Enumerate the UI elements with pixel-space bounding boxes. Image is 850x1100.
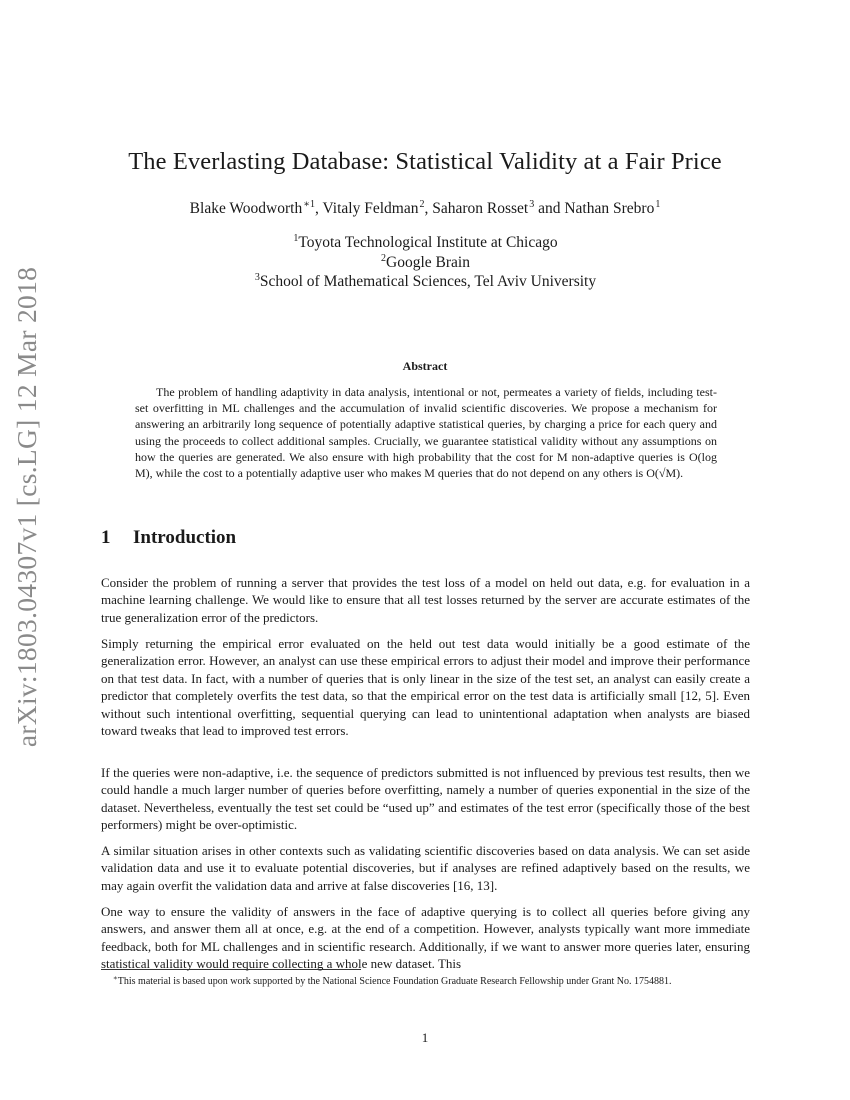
affiliation-mark: 2 — [381, 253, 387, 264]
author-name: Vitaly Feldman — [322, 200, 419, 217]
body-paragraph: Consider the problem of running a server that provides the test loss of a model on held out data, e.g. for evaluation in a machine learning challenge. We would like to ensure that all test losses returned by the server are accurate estimates of the true generalization error of the predictors. — [101, 575, 750, 625]
section-number: 1 — [101, 527, 111, 548]
section-title: Introduction — [133, 527, 237, 548]
section-heading — [101, 527, 236, 549]
author-mark: ∗1 — [303, 199, 316, 210]
author-mark: 1 — [655, 199, 661, 210]
body-paragraph: Simply returning the empirical error evaluated on the held out test data would initially be a good estimate of the generalization error. However, an analyst can use these empirical errors to adjust their model and improve their performance on that test data. In fact, with a number of queries that is only linear in the size of the test set, an analyst can easily create a predictor that completely overfits the test data, so that the empirical error on the test data is artificially small [12, 5]. Even without such intentional overfitting, sequential querying can lead to unintentional adaptation when analysts are biased toward tweaks that lead to improved test errors. — [101, 636, 750, 739]
affiliation-name: Toyota Technological Institute at Chicago — [298, 234, 558, 251]
paper-title: The Everlasting Database: Statistical Validity at a Fair Price — [128, 148, 722, 175]
author-separator: and — [534, 200, 565, 217]
affiliation-name: Google Brain — [386, 254, 470, 271]
author-list — [0, 200, 850, 218]
author-separator: , — [424, 200, 433, 217]
affiliation-name: School of Mathematical Sciences, Tel Aviv University — [259, 273, 597, 290]
author-mark: 3 — [529, 199, 535, 210]
author-name: Nathan Srebro — [564, 200, 655, 217]
footnote — [101, 975, 750, 990]
page-number: 1 — [421, 1030, 429, 1045]
footnote-rule — [101, 969, 361, 970]
arxiv-identifier: arXiv:1803.04307v1 [cs.LG] 12 Mar 2018 — [11, 266, 42, 748]
author-name: Saharon Rosset — [432, 200, 529, 217]
author-separator: , — [315, 200, 323, 217]
affiliation — [0, 254, 850, 272]
arxiv-sidebar — [4, 262, 50, 752]
abstract-body: The problem of handling adaptivity in data analysis, intentional or not, permeates a variety of fields, including test-set overfitting in ML challenges and the accumulation of invalid scientific discoveries. We propose a mechanism for answering an arbitrarily long sequence of potentially adaptive statistical queries, by charging a price for each query and using the proceeds to collect additional samples. Crucially, we guarantee statistical validity without any assumptions on how the queries are generated. We also ensure with high probability that the cost for M non-adaptive queries is O(log M), while the cost to a potentially adaptive user who makes M queries that do not depend on any others is O(√M). — [135, 385, 717, 481]
affiliation — [0, 234, 850, 252]
footnote-mark: ∗ — [113, 974, 118, 982]
affiliation-mark: 3 — [254, 272, 260, 283]
body-paragraph: One way to ensure the validity of answers in the face of adaptive querying is to collect all queries before giving any answers, and answer them all at once, e.g. at the end of a competition. However, analysts typically want more immediate feedback, both for ML challenges and in scientific research. Additionally, if we want to answer more queries later, ensuring statistical validity would require collecting a whole new dataset. This — [101, 904, 750, 972]
abstract-heading: Abstract — [402, 359, 448, 373]
body-paragraph: If the queries were non-adaptive, i.e. the sequence of predictors submitted is not influenced by previous test results, then we could handle a much larger number of queries before overfitting, namely a number of queries exponential in the size of the dataset. Nevertheless, eventually the test set could be “used up” and estimates of the test error (specifically those of the best performers) might be over-optimistic. — [101, 765, 750, 833]
affiliation — [0, 273, 850, 291]
author-name: Blake Woodworth — [189, 200, 303, 217]
body-paragraph: A similar situation arises in other contexts such as validating scientific discoveries based on data analysis. We can set aside validation data and use it to evaluate potential discoveries, but if analyses are refined adaptively based on the results, we may again overfit the validation data and arrive at false discoveries [16, 13]. — [101, 843, 750, 893]
footnote-text: This material is based upon work supported by the National Science Foundation Graduate Research Fellowship under Grant No. 1754881. — [117, 976, 672, 987]
affiliation-mark: 1 — [293, 233, 299, 244]
author-mark: 2 — [419, 199, 425, 210]
